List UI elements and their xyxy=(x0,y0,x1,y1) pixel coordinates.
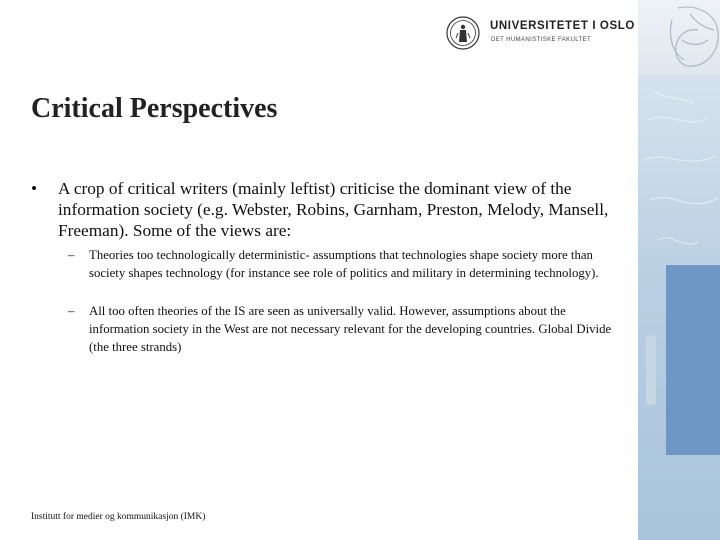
sub-bullet xyxy=(68,246,628,282)
sub-bullet-marker: – xyxy=(68,304,75,318)
sub-bullet-text: All too often theories of the IS are seen as universally valid. However, assumptions about the information society in the West are not necessary relevant for the developing countries. Global Divide (the three strands) xyxy=(89,304,612,354)
decorative-blue-panel xyxy=(666,265,720,455)
sub-bullet xyxy=(68,302,628,356)
main-bullet-text: A crop of critical writers (mainly leftist) criticise the dominant view of the information society (e.g. Webster, Robins, Garnham, Preston, Melody, Mansell, Freeman). Some of the views are: xyxy=(58,179,609,240)
sub-bullet-marker: – xyxy=(68,248,75,262)
university-logo xyxy=(446,14,636,54)
faculty-name: DET HUMANISTISKE FAKULTET xyxy=(491,37,592,43)
university-seal-icon xyxy=(446,16,480,50)
decorative-sidebar xyxy=(638,0,720,540)
slide-title: Critical Perspectives xyxy=(31,93,278,124)
sub-bullet-text: Theories too technologically deterministic- assumptions that technologies shape society more than society shapes technology (for instance see role of politics and military in determining technology). xyxy=(89,248,599,280)
footer-text: Institutt for medier og kommunikasjon (IMK) xyxy=(31,512,206,522)
bullet-marker: • xyxy=(31,179,38,198)
decorative-figure xyxy=(646,335,656,405)
main-bullet xyxy=(31,178,631,241)
university-name: UNIVERSITETET I OSLO xyxy=(490,20,635,32)
